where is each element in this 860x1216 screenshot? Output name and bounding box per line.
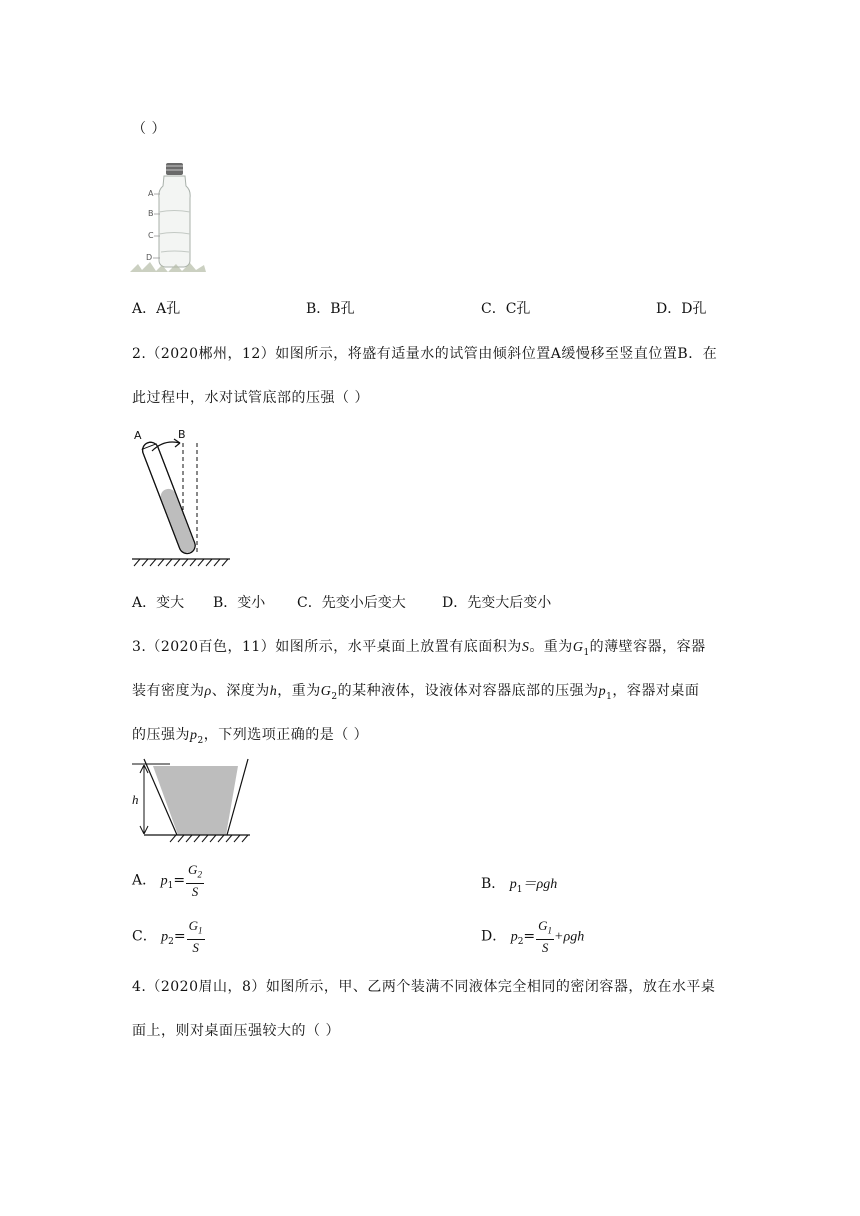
q3-option-c-lhs-sub: 2 [168,937,174,948]
q3-option-c-num-sub: 1 [198,925,203,936]
q3-stem-line2 [132,680,699,702]
q3-option-d-lhs-sub: 2 [517,937,524,948]
q3-option-d-fraction [536,918,554,955]
q3-var-g2: G [320,684,332,699]
q2-label-b: B [178,428,186,441]
q3-container-figure [130,758,255,848]
q3-var-g1: G [572,640,584,655]
q3-option-d-num-sub: 1 [547,925,553,936]
q1-option-b[interactable]: B．B孔 [306,301,355,317]
q3-line2-text-b: 、深度为 [211,683,270,699]
q1-hole-label-b: B [148,209,154,218]
q2-test-tube-figure [130,425,240,570]
q3-option-d-tail: +ρgh [554,929,585,945]
q3-option-d-num: G [538,918,548,933]
q3-option-c-label: C． [132,928,157,945]
q3-option-a-num: G [188,862,198,877]
q3-var-rho: ρ [204,684,212,699]
q2-stem-line2: 此过程中，水对试管底部的压强（ ） [132,390,369,406]
q3-option-d-eq: = [523,928,536,945]
q1-option-d[interactable]: D．D孔 [656,301,707,317]
q3-option-c-lhs: p [161,929,169,945]
q3-option-d-lhs: p [510,929,518,945]
q1-hole-label-a: A [148,189,154,198]
q3-option-b-rhs: ＝ρgh [522,877,558,892]
q3-option-a-eq: = [173,872,186,889]
q3-option-d[interactable] [481,918,584,955]
q3-line2-text-a: 装有密度为 [132,683,205,699]
q1-answer-bracket: （ ） [132,121,166,137]
q1-option-c[interactable]: C．C孔 [481,301,531,317]
q2-option-a[interactable]: A．变大 [132,595,185,611]
q3-option-b-lhs-sub: 1 [516,884,523,895]
q3-var-p1-sub: 1 [606,691,613,702]
q1-option-a[interactable]: A．A孔 [132,301,181,317]
q3-line3-text-a: 的压强为 [132,727,190,743]
q3-var-h: h [269,684,278,699]
q4-stem-line2: 面上，则对桌面压强较大的（ ） [132,1023,340,1039]
q3-line3-text-b: ，下列选项正确的是（ ） [203,727,369,743]
q3-option-a-lhs: p [160,873,168,889]
q3-option-c[interactable] [132,918,205,955]
q3-option-a-lhs-sub: 1 [167,881,174,892]
q3-var-p2: p [190,728,198,743]
q3-label-h: h [132,792,139,807]
q3-option-a-num-sub: 2 [197,869,202,880]
q1-hole-label-c: C [148,231,154,240]
q2-label-a: A [134,429,142,442]
q3-option-d-den: S [541,939,549,955]
q3-option-b-lhs: p [509,877,517,892]
q3-option-a-den: S [191,883,199,899]
q3-var-g2-sub: 2 [331,691,338,702]
q2-option-c[interactable]: C．先变小后变大 [297,595,406,611]
q3-option-c-fraction [187,918,205,955]
q2-stem-line1: 2.（2020郴州，12）如图所示，将盛有适量水的试管由倾斜位置A缓慢移至竖直位置B．在 [132,346,718,362]
q3-line2-text-e: ，容器对桌面 [612,683,700,699]
q3-option-b[interactable] [481,873,557,895]
q3-line2-text-c: ，重为 [277,683,321,699]
q2-option-d[interactable]: D．先变大后变小 [442,595,552,611]
q3-option-a-fraction [186,862,204,899]
q3-option-c-eq: = [173,928,186,945]
q3-var-p2-sub: 2 [197,735,204,746]
q1-hole-label-d: D [146,253,153,262]
q4-stem-line1: 4.（2020眉山，8）如图所示，甲、乙两个装满不同液体完全相同的密闭容器，放在水平桌 [132,979,716,995]
q3-line1-text-a: 3.（2020百色，11）如图所示，水平桌面上放置有底面积为 [132,639,522,655]
q3-option-d-label: D． [481,928,507,945]
q3-stem-line1 [132,636,706,658]
q3-option-b-label: B． [481,876,506,892]
q3-option-a[interactable] [132,862,204,899]
q3-option-a-label: A． [132,872,157,889]
q3-option-c-den: S [192,939,199,955]
q3-var-s: S [521,640,530,655]
q3-line1-text-b: 。重为 [529,639,573,655]
q2-option-b[interactable]: B．变小 [213,595,266,611]
q3-var-p1: p [598,684,607,699]
q3-stem-line3 [132,724,368,746]
q3-line1-text-c: 的薄壁容器，容器 [589,639,706,655]
q3-var-g1-sub: 1 [583,647,590,658]
q3-line2-text-d: 的某种液体，设液体对容器底部的压强为 [337,683,599,699]
q3-option-c-num: G [188,918,199,933]
q1-bottle-figure [128,160,208,275]
